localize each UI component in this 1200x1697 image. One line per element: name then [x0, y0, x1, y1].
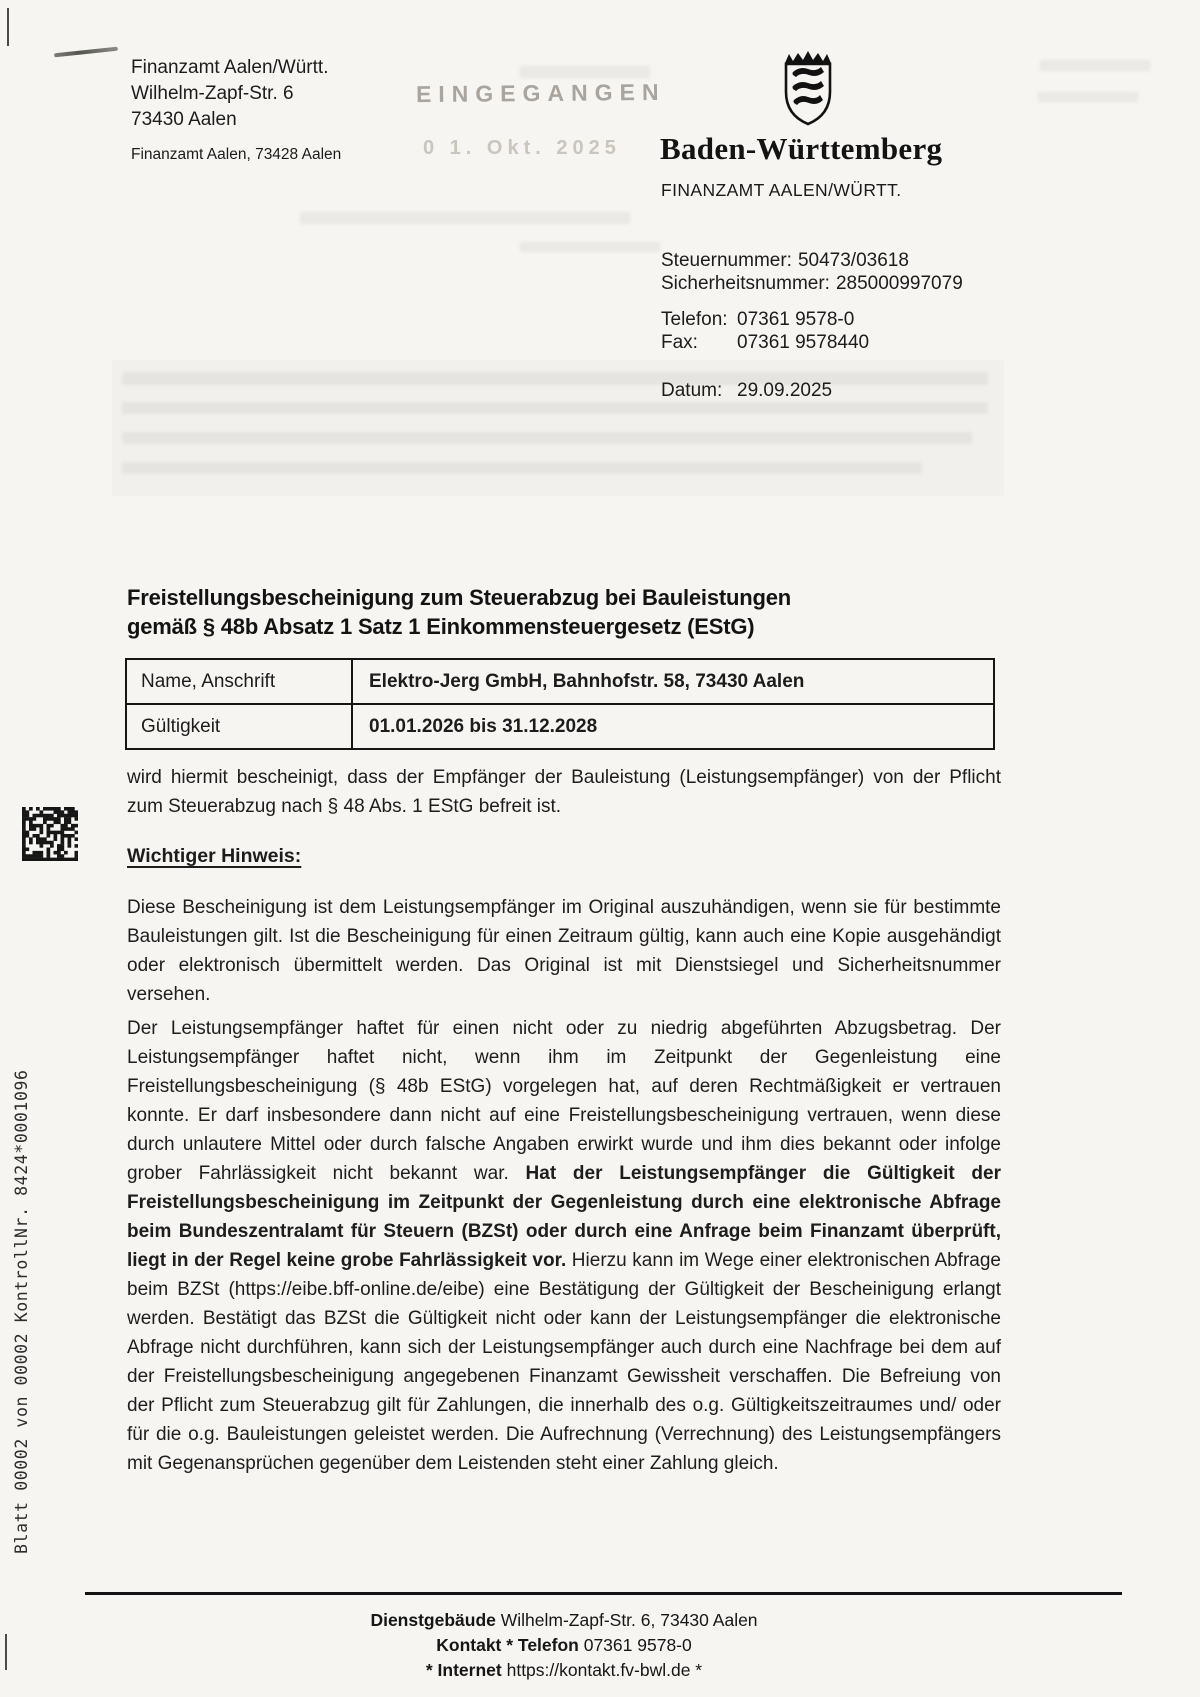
bleed-through-mark [1040, 60, 1150, 71]
table-row-label: Gültigkeit [127, 705, 353, 748]
bleed-through-mark [520, 66, 650, 78]
footer-contact-value: 07361 9578-0 [578, 1635, 692, 1655]
document-title-line1: Freistellungsbescheinigung zum Steuerabzug bei Bauleistungen [127, 585, 791, 610]
notice-paragraph-2-bold: Hat der Leistungsempfänger die Gültigkeit der Freistellungsbescheinigung im Zeitpunkt der Gegenleistung durch eine elektronische Abfrage beim Bundeszentralamt für Steuern (BZSt) oder durch eine Anfrage beim Finanzamt überprüft, liegt in der Regel keine grobe Fahrlässigkeit vor. [127, 1163, 1002, 1271]
notice-paragraph-2 [127, 1014, 1001, 1478]
table-row-value: 01.01.2026 bis 31.12.2028 [369, 715, 598, 737]
footer-line-internet [127, 1658, 1001, 1683]
table-row-value: Elektro-Jerg GmbH, Bahnhofstr. 58, 73430 Aalen [369, 670, 805, 692]
notice-paragraph-1: Diese Bescheinigung ist dem Leistungsempfänger im Original auszuhändigen, wenn sie für bestimmte Bauleistungen gilt. Ist die Bescheinigung für einen Zeitraum gültig, kann auch eine Kopie ausgehändigt oder elektronisch übermittelt werden. Das Original ist mit Dienstsiegel und Sicherheitsnummer versehen. [127, 897, 1001, 1005]
steuernummer-row [661, 249, 909, 272]
footer-line-address [127, 1608, 1001, 1633]
datum-label: Datum: [661, 380, 723, 401]
bleed-through-mark [1038, 92, 1138, 102]
sicherheitsnummer-label: Sicherheitsnummer: [661, 273, 830, 294]
bleed-through-mark [122, 402, 988, 414]
table-row-label: Name, Anschrift [127, 660, 353, 703]
notice-heading: Wichtiger Hinweis: [127, 845, 302, 867]
document-title [127, 583, 1007, 641]
fax-row [661, 331, 869, 354]
sicherheitsnummer-row [661, 272, 963, 295]
telefon-value: 07361 9578-0 [737, 309, 855, 330]
control-number-vertical-text: Blatt 00002 von 00002 KontrollNr. 8424*0001096 [12, 1069, 31, 1554]
baden-wuerttemberg-coat-of-arms-icon [776, 50, 840, 128]
sicherheitsnummer-value: 285000997079 [835, 273, 963, 294]
fax-label: Fax: [661, 332, 698, 353]
bleed-through-mark [520, 242, 660, 252]
steuernummer-label: Steuernummer: [661, 250, 792, 271]
pen-stroke-mark [54, 47, 118, 58]
bleed-through-mark [122, 462, 922, 474]
footer [127, 1608, 1001, 1683]
state-name: Baden-Württemberg [660, 131, 943, 166]
certificate-table [125, 658, 995, 750]
certification-paragraph: wird hiermit bescheinigt, dass der Empfänger der Bauleistung (Leistungsempfänger) von der Pflicht zum Steuerabzug nach § 48 Abs. 1 EStG befreit ist. [127, 767, 1001, 817]
footer-address-value: Wilhelm-Zapf-Str. 6, 73430 Aalen [495, 1610, 758, 1630]
datum-row [661, 379, 832, 402]
datum-value: 29.09.2025 [737, 380, 833, 401]
office-name: FINANZAMT AALEN/WÜRTT. [661, 180, 902, 200]
telefon-label: Telefon: [661, 309, 728, 330]
footer-internet-value: https://kontakt.fv-bwl.de * [501, 1660, 703, 1680]
bleed-through-mark [300, 212, 630, 224]
footer-contact-label: Kontakt * Telefon [436, 1635, 579, 1655]
footer-line-contact [127, 1633, 1001, 1658]
sender-line: Wilhelm-Zapf-Str. 6 [131, 83, 294, 104]
footer-divider [85, 1592, 1122, 1595]
sender-address [131, 55, 328, 133]
sender-line: Finanzamt Aalen/Württ. [131, 57, 329, 78]
received-stamp-date: 0 1. Okt. 2025 [423, 137, 621, 159]
fax-value: 07361 9578440 [737, 332, 870, 353]
notice-paragraph-2-text: Hierzu kann im Wege einer elektronischen Abfrage beim BZSt (https://eibe.bff-online.de/eibe) eine Bestätigung der Gültigkeit der Bescheinigung erlangt werden. Bestätigt das BZSt die Gültigkeit nicht oder kann der Leistungsempfänger die elektronische Abfrage nicht durchführen, kann sich der Leistungsempfänger auch durch eine Nachfrage bei dem auf der Freistellungsbescheinigung angegebenen Finanzamt Gewissheit verschaffen. Die Befreiung von der Pflicht zum Steuerabzug gilt für Zahlungen, die innerhalb des o.g. Gültigkeitszeitraumes und/ oder für die o.g. Bauleistungen geleistet werden. Die Aufrechnung (Verrechnung) des Leistungsempfängers mit Gegenansprüchen gegenüber dem Leistenden steht einer Zahlung gleich. [127, 1250, 1001, 1474]
sender-line: 73430 Aalen [131, 109, 237, 130]
bleed-through-mark [122, 372, 988, 385]
notice-paragraph-2-text: Der Leistungsempfänger haftet für einen nicht oder zu niedrig abgeführten Abzugsbetrag. Der Leistungsempfänger haftet nicht, wenn ihm im Zeitpunkt der Gegenleistung eine Freistellungsbescheinigung (§ 48b EStG) vorgelegen hat, auf deren Rechtmäßigkeit er vertrauen konnte. Er darf insbesondere dann nicht auf eine Freistellungsbescheinigung vertrauen, wenn diese durch unlautere Mittel oder durch falsche Angaben erwirkt wurde und ihm dies bekannt oder infolge grober Fahrlässigkeit nicht bekannt war. [127, 1018, 1001, 1184]
footer-internet-label: * Internet [425, 1660, 502, 1680]
bleed-through-mark [122, 432, 972, 444]
table-row [127, 660, 993, 703]
steuernummer-value: 50473/03618 [797, 250, 909, 271]
footer-address-label: Dienstgebäude [370, 1610, 496, 1630]
received-stamp: EINGEGANGEN [415, 78, 666, 108]
fold-mark [5, 1634, 7, 1670]
fold-mark [7, 8, 9, 46]
return-address-line: Finanzamt Aalen, 73428 Aalen [131, 146, 342, 163]
data-matrix-code [22, 807, 78, 861]
table-row [127, 703, 993, 748]
document-title-line2: gemäß § 48b Absatz 1 Satz 1 Einkommensteuergesetz (EStG) [127, 614, 755, 639]
telefon-row [661, 308, 854, 331]
